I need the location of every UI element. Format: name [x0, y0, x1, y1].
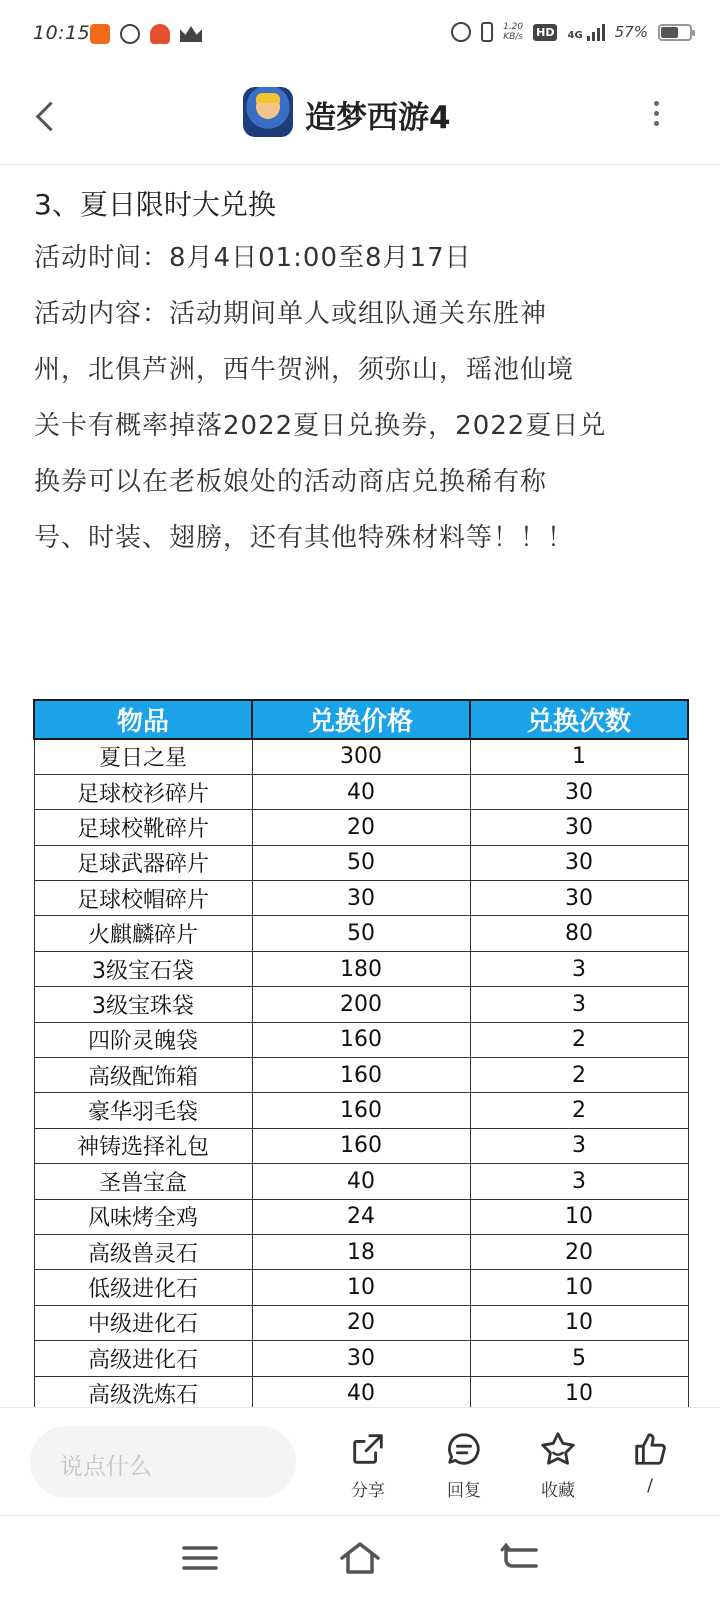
table-row [34, 951, 688, 986]
home-icon[interactable] [338, 1538, 382, 1578]
table-row [34, 1093, 688, 1128]
cell-count: 1 [470, 739, 688, 774]
cell-price: 30 [252, 881, 470, 916]
cell-item: 夏日之星 [34, 739, 252, 774]
header-price: 兑换价格 [252, 700, 470, 739]
cell-item: 火麒麟碎片 [34, 916, 252, 951]
favorite-button[interactable] [526, 1430, 590, 1501]
system-nav-bar [0, 1515, 720, 1600]
net-speed-unit: KB/s [503, 32, 524, 42]
cell-item: 风味烤全鸡 [34, 1199, 252, 1234]
cell-price: 160 [252, 1128, 470, 1163]
cell-item: 3级宝珠袋 [34, 987, 252, 1022]
cell-count: 3 [470, 1128, 688, 1163]
table-row [34, 1022, 688, 1057]
share-icon [349, 1430, 387, 1468]
cell-item: 高级进化石 [34, 1341, 252, 1376]
article-line: 州，北俱芦洲，西牛贺洲，须弥山，瑶池仙境 [34, 355, 575, 385]
cell-item: 高级配饰箱 [34, 1058, 252, 1093]
cell-price: 40 [252, 774, 470, 809]
cell-count: 10 [470, 1305, 688, 1340]
page-title: 造梦西游4 [305, 100, 451, 136]
cell-price: 18 [252, 1234, 470, 1269]
cell-count: 3 [470, 987, 688, 1022]
cell-price: 40 [252, 1376, 470, 1407]
table-row [34, 1234, 688, 1269]
table-row [34, 1199, 688, 1234]
cell-count: 3 [470, 951, 688, 986]
cell-price: 50 [252, 845, 470, 880]
cell-price: 20 [252, 1305, 470, 1340]
cell-item: 圣兽宝盒 [34, 1164, 252, 1199]
cell-count: 10 [470, 1270, 688, 1305]
cell-count: 30 [470, 845, 688, 880]
cell-price: 10 [252, 1270, 470, 1305]
table-row [34, 1305, 688, 1340]
cell-count: 10 [470, 1376, 688, 1407]
cell-count: 20 [470, 1234, 688, 1269]
table-row [34, 1128, 688, 1163]
cell-count: 80 [470, 916, 688, 951]
table-row [34, 1164, 688, 1199]
cell-price: 200 [252, 987, 470, 1022]
cell-count: 30 [470, 774, 688, 809]
table-row [34, 1341, 688, 1376]
cell-item: 中级进化石 [34, 1305, 252, 1340]
cell-item: 低级进化石 [34, 1270, 252, 1305]
table-row [34, 810, 688, 845]
menu-icon[interactable] [178, 1538, 222, 1578]
article-line: 活动时间：8月4日01:00至8月17日 [34, 243, 472, 273]
table-row [34, 845, 688, 880]
reply-icon [445, 1430, 483, 1468]
table-body [34, 739, 688, 1407]
cell-count: 10 [470, 1199, 688, 1234]
exchange-table [33, 699, 689, 1407]
hd-badge: HD [533, 24, 557, 41]
cell-price: 40 [252, 1164, 470, 1199]
cell-item: 四阶灵魄袋 [34, 1022, 252, 1057]
header-item: 物品 [34, 700, 252, 739]
cell-item: 足球校衫碎片 [34, 774, 252, 809]
cell-count: 30 [470, 881, 688, 916]
table-row [34, 1376, 688, 1407]
table-row [34, 1270, 688, 1305]
comment-placeholder: 说点什么 [60, 1454, 152, 1480]
network-type: 4G [567, 30, 583, 41]
comment-input[interactable] [30, 1426, 296, 1498]
table-row [34, 987, 688, 1022]
back-icon[interactable] [498, 1538, 542, 1578]
cell-price: 30 [252, 1341, 470, 1376]
article-line: 活动内容：活动期间单人或组队通关东胜神 [34, 299, 548, 329]
cell-price: 160 [252, 1093, 470, 1128]
cell-price: 300 [252, 739, 470, 774]
cell-item: 神铸选择礼包 [34, 1128, 252, 1163]
table-header-row [34, 700, 688, 739]
cell-item: 3级宝石袋 [34, 951, 252, 986]
cell-count: 3 [470, 1164, 688, 1199]
cell-price: 50 [252, 916, 470, 951]
cell-count: 30 [470, 810, 688, 845]
star-icon [539, 1430, 577, 1468]
cell-item: 足球武器碎片 [34, 845, 252, 880]
header-count: 兑换次数 [470, 700, 688, 739]
share-label: 分享 [351, 1481, 385, 1501]
article-line: 关卡有概率掉落2022夏日兑换券，2022夏日兑 [34, 411, 607, 441]
table-row [34, 774, 688, 809]
cell-item: 豪华羽毛袋 [34, 1093, 252, 1128]
share-button[interactable] [336, 1430, 400, 1501]
cell-count: 2 [470, 1058, 688, 1093]
net-speed-value: 1.20 [503, 22, 524, 32]
table-row [34, 1058, 688, 1093]
cell-price: 160 [252, 1022, 470, 1057]
cell-count: 2 [470, 1093, 688, 1128]
cell-item: 足球校帽碎片 [34, 881, 252, 916]
table-row [34, 739, 688, 774]
reply-label: 回复 [447, 1481, 481, 1501]
thumbs-up-icon [631, 1430, 669, 1468]
cell-price: 160 [252, 1058, 470, 1093]
table-row [34, 881, 688, 916]
table-row [34, 916, 688, 951]
cell-item: 足球校靴碎片 [34, 810, 252, 845]
like-count: / [647, 1476, 653, 1496]
cell-price: 20 [252, 810, 470, 845]
article-line: 号、时装、翅膀，还有其他特殊材料等！！！ [34, 523, 575, 553]
like-button[interactable] [618, 1430, 682, 1496]
article-line: 换券可以在老板娘处的活动商店兑换稀有称 [34, 467, 548, 497]
favorite-label: 收藏 [541, 1481, 575, 1501]
cell-item: 高级洗炼石 [34, 1376, 252, 1407]
cell-count: 2 [470, 1022, 688, 1057]
section-title: 3、夏日限时大兑换 [34, 188, 276, 221]
cell-price: 24 [252, 1199, 470, 1234]
status-time: 10:15 [33, 22, 91, 44]
cell-price: 180 [252, 951, 470, 986]
action-bar [0, 1407, 720, 1515]
cell-count: 5 [470, 1341, 688, 1376]
battery-percent: 57% [614, 23, 648, 41]
cell-item: 高级兽灵石 [34, 1234, 252, 1269]
reply-button[interactable] [432, 1430, 496, 1501]
